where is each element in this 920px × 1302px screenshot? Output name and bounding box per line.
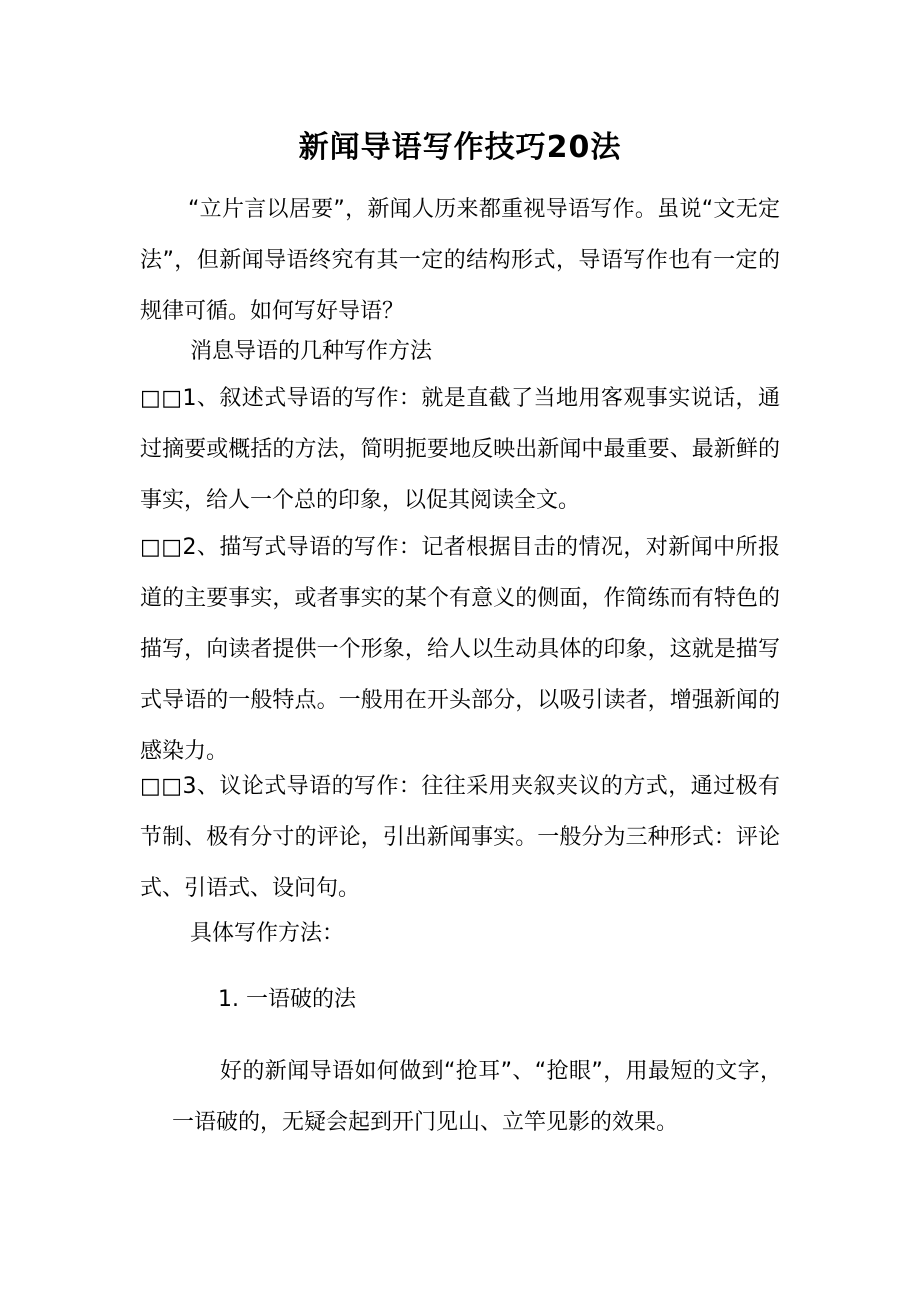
document-title: 新闻导语写作技巧20法 xyxy=(298,130,622,165)
intro-paragraph: “立片言以居要”，新闻人历来都重视导语写作。虽说“文无定法”，但新闻导语终究有其一定的结构形式，导语写作也有一定的规律可循。如何写好导语？ xyxy=(140,197,780,324)
method-1-heading: 1. 一语破的法 xyxy=(218,987,356,1012)
item-2-paragraph: □□2、描写式导语的写作：记者根据目击的情况，对新闻中所报道的主要事实，或者事实的某个有意义的侧面，作简练而有特色的描写，向读者提供一个形象，给人以生动具体的印象，这就是描写式导语的一般特点。一般用在开头部分，以吸引读者，增强新闻的感染力。 xyxy=(140,535,780,764)
methods-heading: 具体写作方法： xyxy=(190,921,345,946)
item-1-paragraph: □□1、叙述式导语的写作：就是直截了当地用客观事实说话，通过摘要或概括的方法，简明扼要地反映出新闻中最重要、最新鲜的事实，给人一个总的印象，以促其阅读全文。 xyxy=(140,386,780,513)
item-3-paragraph: □□3、议论式导语的写作：往往采用夹叙夹议的方式，通过极有节制、极有分寸的评论，引出新闻事实。一般分为三种形式：评论式、引语式、设问句。 xyxy=(140,774,780,901)
method-1-paragraph: 好的新闻导语如何做到“抢耳”、“抢眼”，用最短的文字，一语破的，无疑会起到开门见山、立竿见影的效果。 xyxy=(172,1059,782,1135)
section-heading: 消息导语的几种写作方法 xyxy=(190,339,433,364)
